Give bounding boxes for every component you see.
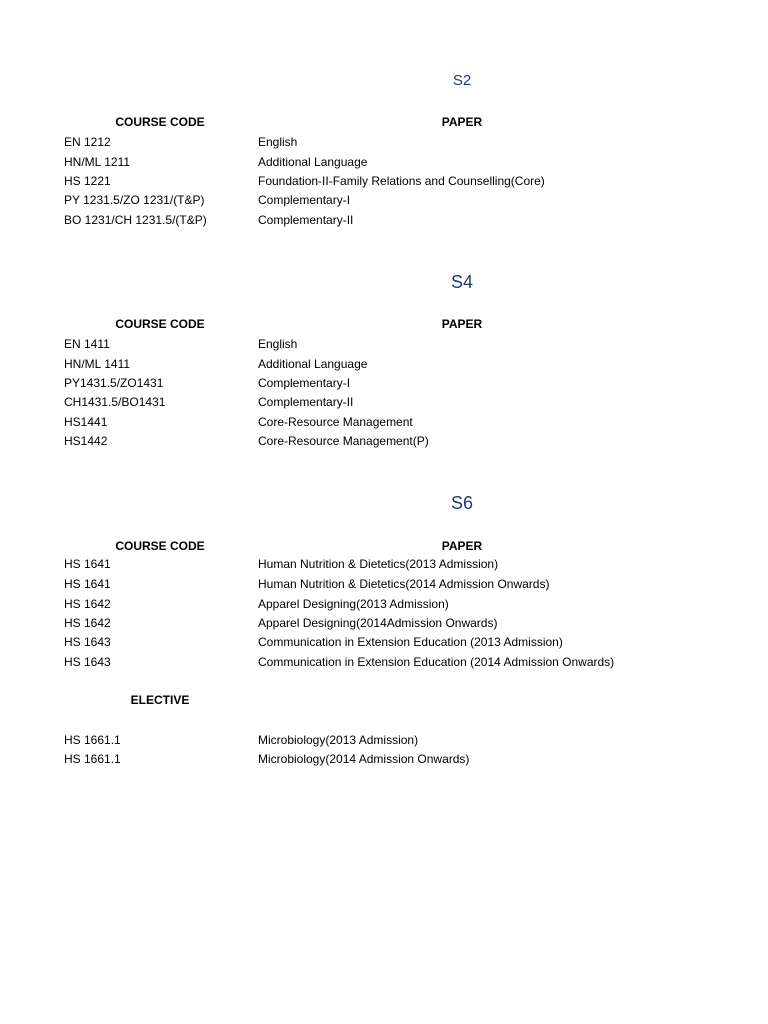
table-row <box>0 595 768 613</box>
course-code: PY 1231.5/ZO 1231/(T&P) <box>64 193 205 207</box>
elective-label: ELECTIVE <box>130 693 190 707</box>
course-code: HS 1221 <box>64 174 111 188</box>
column-header-paper: PAPER <box>441 539 483 553</box>
column-header-course-code: COURSE CODE <box>115 539 205 553</box>
paper-name: English <box>258 337 298 351</box>
table-row <box>0 153 768 171</box>
table-row <box>0 614 768 632</box>
paper-name: Apparel Designing(2014Admission Onwards) <box>258 616 498 630</box>
table-row <box>0 374 768 392</box>
table-row <box>0 413 768 431</box>
course-code: HS 1661.1 <box>64 752 121 766</box>
table-row <box>0 731 768 749</box>
paper-name: Communication in Extension Education (2014 Admission Onwards) <box>258 655 615 669</box>
table-row <box>0 133 768 151</box>
section-title-s6: S6 <box>450 493 474 513</box>
table-row <box>0 211 768 229</box>
course-code: PY1431.5/ZO1431 <box>64 376 164 390</box>
paper-name: Microbiology(2014 Admission Onwards) <box>258 752 470 766</box>
course-code: EN 1212 <box>64 135 111 149</box>
course-code: HS 1661.1 <box>64 733 121 747</box>
table-row <box>0 575 768 593</box>
section-title-s2: S2 <box>452 72 472 89</box>
course-code: HS 1641 <box>64 577 111 591</box>
paper-name: Core-Resource Management(P) <box>258 434 429 448</box>
paper-name: Communication in Extension Education (2013 Admission) <box>258 635 563 649</box>
table-row <box>0 335 768 353</box>
table-row <box>0 191 768 209</box>
table-row <box>0 432 768 450</box>
paper-name: Complementary-I <box>258 376 351 390</box>
column-header-course-code: COURSE CODE <box>115 317 205 331</box>
section-title-s4: S4 <box>450 272 474 292</box>
course-code: CH1431.5/BO1431 <box>64 395 166 409</box>
column-header-paper: PAPER <box>441 115 483 129</box>
table-row <box>0 393 768 411</box>
course-code: HS1442 <box>64 434 108 448</box>
course-code: HS 1642 <box>64 597 111 611</box>
course-code: HS 1643 <box>64 635 111 649</box>
paper-name: Complementary-I <box>258 193 351 207</box>
column-header-course-code: COURSE CODE <box>115 115 205 129</box>
paper-name: Apparel Designing(2013 Admission) <box>258 597 449 611</box>
paper-name: Human Nutrition & Dietetics(2014 Admission Onwards) <box>258 577 550 591</box>
paper-name: Complementary-II <box>258 213 354 227</box>
paper-name: Additional Language <box>258 155 368 169</box>
course-code: EN 1411 <box>64 337 110 351</box>
course-code: HS1441 <box>64 415 108 429</box>
course-code: HS 1643 <box>64 655 111 669</box>
course-code: BO 1231/CH 1231.5/(T&P) <box>64 213 207 227</box>
table-row <box>0 355 768 373</box>
paper-name: Core-Resource Management <box>258 415 413 429</box>
course-code: HN/ML 1211 <box>64 155 131 169</box>
course-code: HS 1641 <box>64 557 111 571</box>
paper-name: Foundation-II-Family Relations and Counselling(Core) <box>258 174 545 188</box>
table-row <box>0 172 768 190</box>
paper-name: Human Nutrition & Dietetics(2013 Admission) <box>258 557 499 571</box>
table-row <box>0 653 768 671</box>
table-row <box>0 633 768 651</box>
paper-name: Additional Language <box>258 357 368 371</box>
column-header-paper: PAPER <box>441 317 483 331</box>
table-row <box>0 555 768 573</box>
table-row <box>0 750 768 768</box>
course-code: HN/ML 1411 <box>64 357 131 371</box>
paper-name: Microbiology(2013 Admission) <box>258 733 419 747</box>
course-code: HS 1642 <box>64 616 111 630</box>
paper-name: English <box>258 135 298 149</box>
paper-name: Complementary-II <box>258 395 354 409</box>
